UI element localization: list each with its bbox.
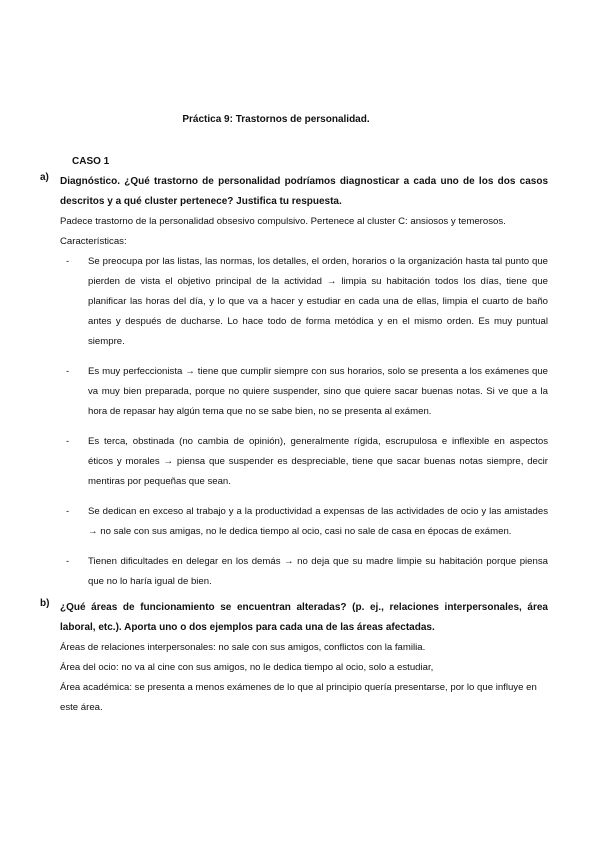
bullet-dash: - [66,556,70,567]
list-item [60,252,548,352]
list-item [60,362,548,422]
question-a-answer: Padece trastorno de la personalidad obsesivo compulsivo. Pertenece al cluster C: ansiosos y temerosos. [60,216,506,227]
case-heading: CASO 1 [72,156,110,167]
question-a-text: Diagnóstico. ¿Qué trastorno de personalidad podríamos diagnosticar a cada uno de los dos casos descritos y a qué cluster pertenece? Justifica tu respuesta. [60,176,548,207]
characteristics-list [60,252,548,592]
list-item-text: Es terca, obstinada (no cambia de opinión), generalmente rígida, escrupulosa e inflexible en aspectos éticos y morales → piensa que suspender es despreciable, tiene que sacar buenas notas siempre, decir mentiras por pequeñas que sean. [88,436,548,487]
list-item [60,552,548,592]
bullet-dash: - [66,436,70,447]
list-item [60,432,548,492]
question-b-block [40,598,548,718]
list-item-text: Se preocupa por las listas, las normas, los detalles, el orden, horarios o la organización hasta tal punto que pierden de vista el objetivo principal de la actividad → limpia su habitación todos los días, tiene que planificar las horas del día, y lo que va a hacer y estudiar en cada una de ellas, limpia el cuarto de baño antes y después de ducharse. Lo hace todo de forma metódica y en el mismo orden. Es muy puntual siempre. [88,256,548,347]
question-b-marker: b) [40,598,50,609]
list-item-text: Es muy perfeccionista → tiene que cumplir siempre con sus horarios, solo se presenta a los exámenes que va muy bien preparada, porque no quiere suspender, sino que quiere sacar buenas notas. Si ve que a la hora de repasar hay algún tema que no se sabe bien, no se presenta al exámen. [88,366,548,417]
list-item-text: Tienen dificultades en delegar en los demás → no deja que su madre limpie su habitación porque piensa que no lo haría igual de bien. [88,556,548,587]
question-b-answer-relations: Áreas de relaciones interpersonales: no sale con sus amigos, conflictos con la familia. [60,642,426,653]
question-b-text: ¿Qué áreas de funcionamiento se encuentran alteradas? (p. ej., relaciones interpersonales, área laboral, etc.). Aporta uno o dos ejemplos para cada una de las áreas afectadas. [60,602,548,633]
question-b-answer-academic: Área académica: se presenta a menos exámenes de lo que al principio quería presentarse, por lo que influye en este área. [60,682,537,713]
list-item [60,502,548,542]
list-item-text: Se dedican en exceso al trabajo y a la productividad a expensas de las actividades de ocio y las amistades → no sale con sus amigas, no le dedica tiempo al ocio, casi no sale de casa en épocas de exámen. [88,506,548,537]
page-title: Práctica 9: Trastornos de personalidad. [182,114,370,125]
question-a-block [40,172,548,592]
characteristics-label: Características: [60,236,127,247]
bullet-dash: - [66,256,70,267]
bullet-dash: - [66,366,70,377]
bullet-dash: - [66,506,70,517]
question-b-answer-leisure: Área del ocio: no va al cine con sus amigos, no le dedica tiempo al ocio, solo a estudiar, [60,662,434,673]
question-a-marker: a) [40,172,49,183]
